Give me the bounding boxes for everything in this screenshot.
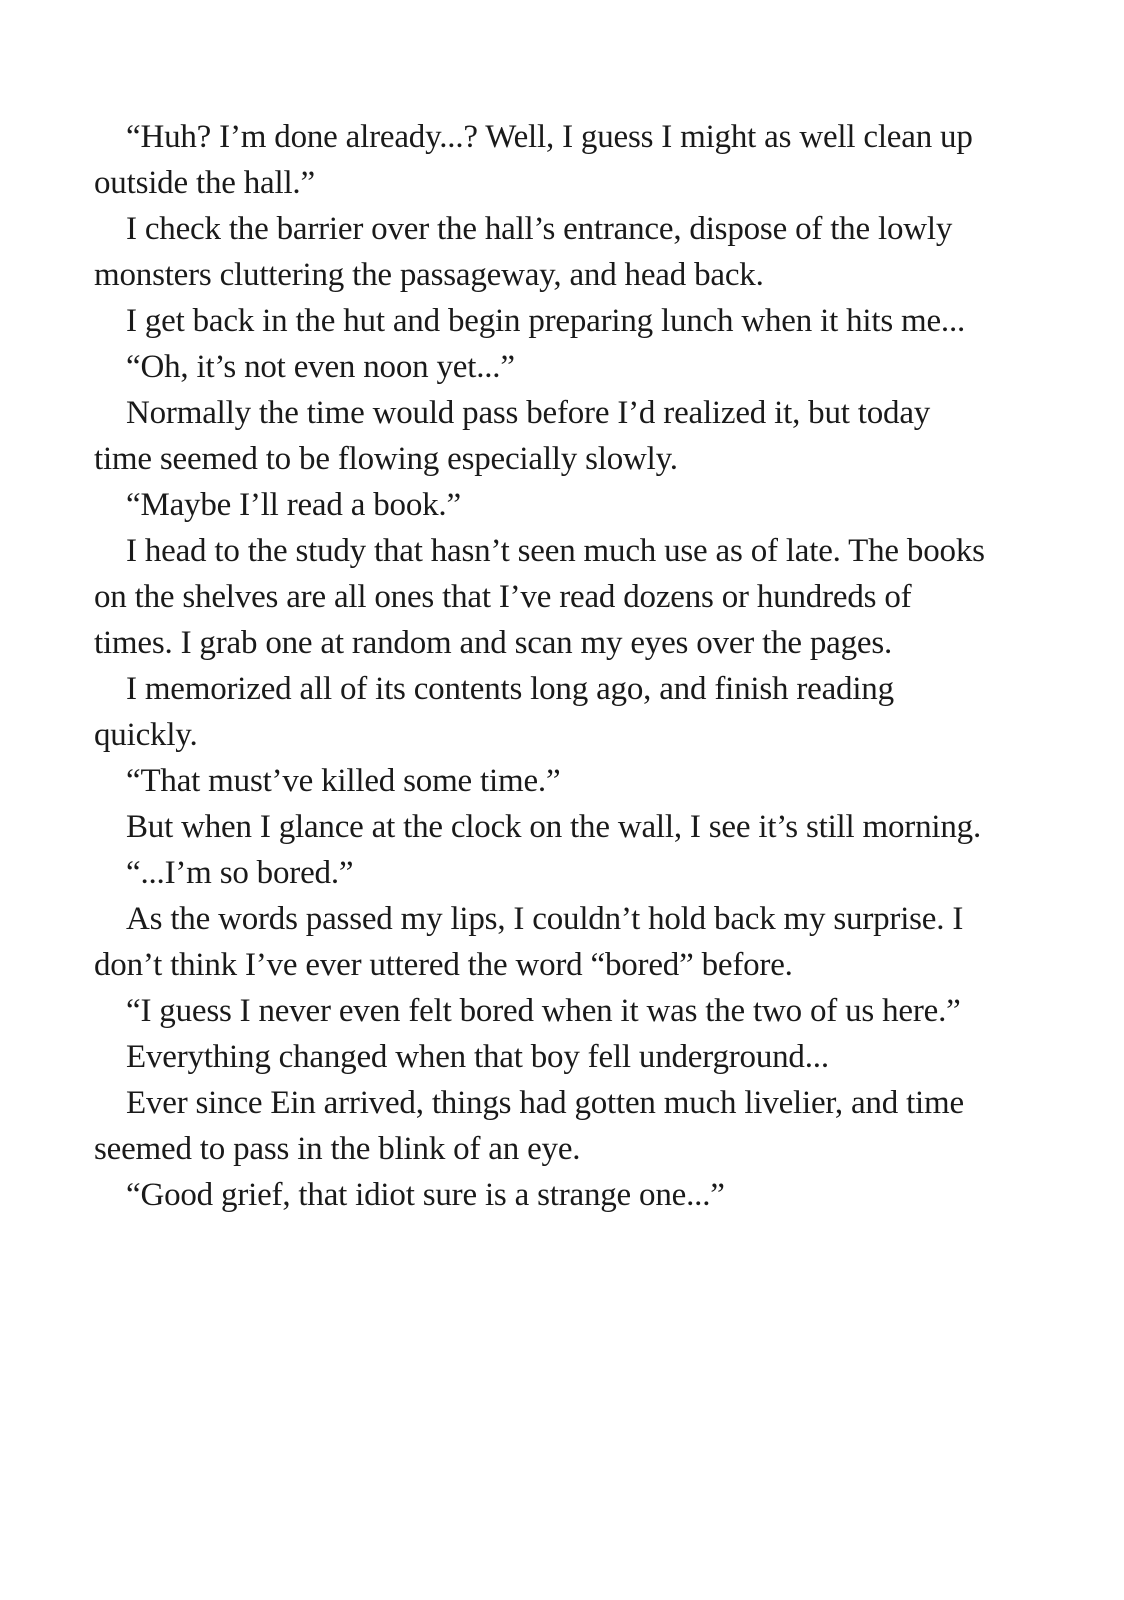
page-body-text — [94, 114, 994, 1218]
paragraph: As the words passed my lips, I couldn’t hold back my surprise. I don’t think I’ve ever uttered the word “bored” before. — [94, 901, 964, 983]
paragraph: “Oh, it’s not even noon yet...” — [126, 349, 515, 385]
paragraph: “Good grief, that idiot sure is a strange one...” — [126, 1177, 725, 1213]
paragraph: Ever since Ein arrived, things had gotten much livelier, and time seemed to pass in the blink of an eye. — [94, 1085, 964, 1167]
paragraph: “Huh? I’m done already...? Well, I guess I might as well clean up outside the hall.” — [94, 119, 973, 201]
paragraph: Normally the time would pass before I’d realized it, but today time seemed to be flowing especially slowly. — [94, 395, 931, 477]
paragraph: Everything changed when that boy fell underground... — [126, 1039, 829, 1075]
paragraph: I check the barrier over the hall’s entrance, dispose of the lowly monsters cluttering the passageway, and head back. — [94, 211, 953, 293]
paragraph: I head to the study that hasn’t seen much use as of late. The books on the shelves are all ones that I’ve read dozens or hundreds of times. I grab one at random and scan my eyes over the pages. — [94, 533, 985, 661]
paragraph: “Maybe I’ll read a book.” — [126, 487, 461, 523]
paragraph: “...I’m so bored.” — [126, 855, 354, 891]
paragraph: I memorized all of its contents long ago, and finish reading quickly. — [94, 671, 894, 753]
paragraph: But when I glance at the clock on the wall, I see it’s still morning. — [126, 809, 981, 845]
paragraph: I get back in the hut and begin preparing lunch when it hits me... — [126, 303, 966, 339]
paragraph: “That must’ve killed some time.” — [126, 763, 561, 799]
paragraph: “I guess I never even felt bored when it was the two of us here.” — [126, 993, 961, 1029]
